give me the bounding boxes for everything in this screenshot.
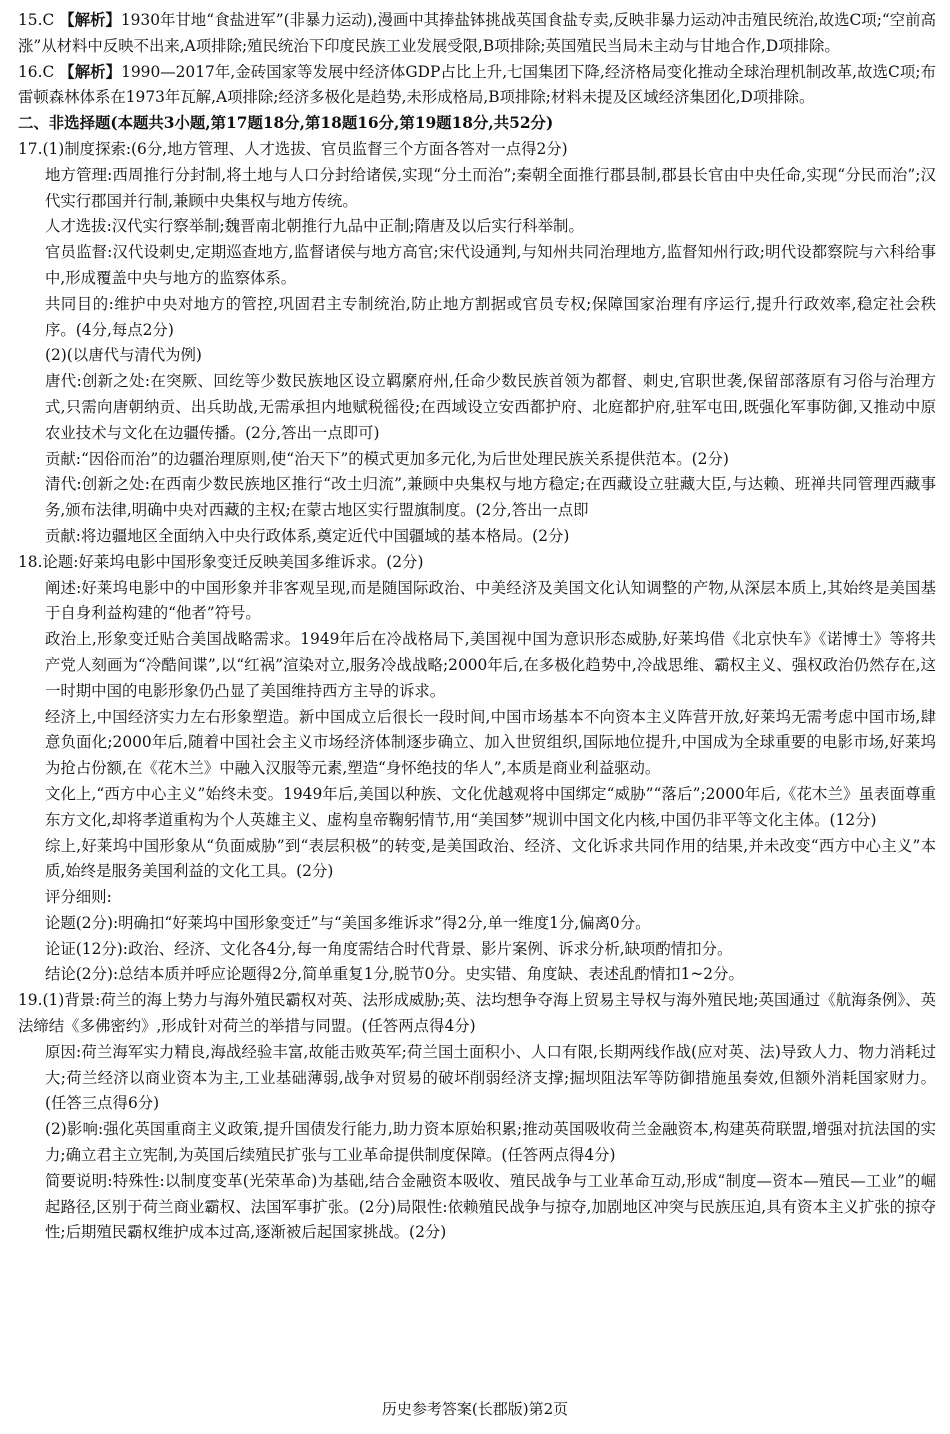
paragraph: 论题(2分):明确扣“好莱坞中国形象变迁”与“美国多维诉求”得2分,单一维度1分,偏离0分。 xyxy=(45,913,651,932)
question-15 xyxy=(18,8,936,60)
paragraph: (1)背景:荷兰的海上势力与海外殖民霸权对英、法形成威胁;英、法均想争夺海上贸易主导权与海外殖民地;英国通过《航海条例》、英法缔结《多佛密约》,形成针对荷兰的举措与同盟。(任答两点得4分) xyxy=(18,991,936,1036)
paragraph: 结论(2分):总结本质并呼应论题得2分,简单重复1分,脱节0分。史实错、角度缺、表述乱酌情扣1~2分。 xyxy=(45,965,744,984)
paragraph: 唐代:创新之处:在突厥、回纥等少数民族地区设立羁縻府州,任命少数民族首领为都督、刺史,官职世袭,保留部落原有习俗与治理方式,只需向唐朝纳贡、出兵助战,无需承担内地赋税徭役;在西域设立安西都护府、北庭都护府,驻军屯田,既强化军事防御,又推动中原农业技术与文化在边疆传播。(2分,答出一点即可) xyxy=(45,372,936,442)
paragraph: 原因:荷兰海军实力精良,海战经验丰富,故能击败英军;荷兰国土面积小、人口有限,长期两线作战(应对英、法)导致人力、物力消耗过大;荷兰经济以商业资本为主,工业基础薄弱,战争对贸易的破坏削弱经济支撑;掘坝阻法军等防御措施虽奏效,但额外消耗国家财力。(任答三点得6分) xyxy=(45,1042,936,1113)
paragraph: 贡献:“因俗而治”的边疆治理原则,使“治天下”的模式更加多元化,为后世处理民族关系提供范本。(2分) xyxy=(45,449,729,468)
question-number: 17. xyxy=(18,139,43,158)
question-19 xyxy=(18,988,936,1040)
paragraph: 评分细则: xyxy=(45,888,112,907)
question-number: 18. xyxy=(18,552,43,571)
paragraph: 文化上,“西方中心主义”始终未变。1949年后,美国以种族、文化优越观将中国绑定“威胁”“落后”;2000年后,《花木兰》虽表面尊重东方文化,却将孝道重构为个人英雄主义、虚构皇帝鞠躬情节,用“美国梦”规训中国文化内核,中国仍非平等文化主体。(12分) xyxy=(45,784,936,829)
paragraph: 经济上,中国经济实力左右形象塑造。新中国成立后很长一段时间,中国市场基本不向资本主义阵营开放,好莱坞无需考虑中国市场,肆意负面化;2000年后,随着中国社会主义市场经济体制逐步确立、加入世贸组织,国际地位提升,中国成为全球重要的电影市场,好莱坞为抢占份额,在《花木兰》中融入汉服等元素,塑造“身怀绝技的华人”,本质是商业利益驱动。 xyxy=(45,707,936,778)
paragraph: 简要说明:特殊性:以制度变革(光荣革命)为基础,结合金融资本吸收、殖民战争与工业革命互动,形成“制度—资本—殖民—工业”的崛起路径,区别于荷兰商业霸权、法国军事扩张。(2分)局限性:依赖殖民战争与掠夺,加剧地区冲突与民族压迫,具有资本主义扩张的掠夺性;后期殖民霸权维护成本过高,逐渐被后起国家挑战。(2分) xyxy=(45,1171,936,1242)
question-17 xyxy=(18,137,936,163)
question-number: 15.C xyxy=(18,11,55,29)
question-number: 19. xyxy=(18,991,43,1010)
paragraph: 论证(12分):政治、经济、文化各4分,每一角度需结合时代背景、影片案例、诉求分析,缺项酌情扣分。 xyxy=(45,939,733,958)
paragraph: 阐述:好莱坞电影中的中国形象并非客观呈现,而是随国际政治、中美经济及美国文化认知调整的产物,从深层本质上,其始终是美国基于自身利益构建的“他者”符号。 xyxy=(45,578,936,623)
paragraph: 共同目的:维护中央对地方的管控,巩固君主专制统治,防止地方割据或官员专权;保障国家治理有序运行,提升行政效率,稳定社会秩序。(4分,每点2分) xyxy=(45,294,936,339)
paragraph: (2)(以唐代与清代为例) xyxy=(45,346,202,365)
question-number: 16.C xyxy=(18,62,55,81)
paragraph: (2)影响:强化英国重商主义政策,提升国债发行能力,助力资本原始积累;推动英国吸收荷兰金融资本,构建英荷联盟,增强对抗法国的实力;确立君主立宪制,为英国后续殖民扩张与工业革命提供制度保障。(任答两点得4分) xyxy=(45,1120,936,1165)
paragraph: 综上,好莱坞中国形象从“负面威胁”到“表层积极”的转变,是美国政治、经济、文化诉求共同作用的结果,并未改变“西方中心主义”本质,始终是服务美国利益的文化工具。(2分) xyxy=(45,836,936,881)
paragraph: 官员监督:汉代设刺史,定期巡查地方,监督诸侯与地方高官;宋代设通判,与知州共同治理地方,监督知州行政;明代设都察院与六科给事中,形成覆盖中央与地方的监察体系。 xyxy=(45,243,936,287)
analysis-tag: 【解析】 xyxy=(59,62,122,81)
paragraph: 地方管理:西周推行分封制,将土地与人口分封给诸侯,实现“分土而治”;秦朝全面推行郡县制,郡县长官由中央任命,实现“分民而治”;汉代实行郡国并行制,兼顾中央集权与地方传统。 xyxy=(45,165,936,210)
paragraph: 政治上,形象变迁贴合美国战略需求。1949年后在冷战格局下,美国视中国为意识形态威胁,好莱坞借《北京快车》《诺博士》等将共产党人刻画为“冷酷间谍”,以“红祸”渲染对立,服务冷战战略;2000年后,在多极化趋势中,冷战思维、霸权主义、强权政治仍然存在,这一时期中国的电影形象仍凸显了美国维持西方主导的诉求。 xyxy=(45,630,936,700)
page-footer: 历史参考答案(长郡版)第2页 xyxy=(381,1400,569,1418)
paragraph: 人才选拔:汉代实行察举制;魏晋南北朝推行九品中正制;隋唐及以后实行科举制。 xyxy=(45,217,584,236)
paragraph: (1)制度探索:(6分,地方管理、人才选拔、官员监督三个方面各答对一点得2分) xyxy=(42,139,568,158)
question-18 xyxy=(18,550,936,576)
section-heading: 二、非选择题(本题共3小题,第17题18分,第18题16分,第19题18分,共52分) xyxy=(18,114,554,133)
question-16 xyxy=(18,60,936,112)
paragraph: 贡献:将边疆地区全面纳入中央行政体系,奠定近代中国疆域的基本格局。(2分) xyxy=(45,526,570,545)
analysis-tag: 【解析】 xyxy=(59,11,121,29)
paragraph: 清代:创新之处:在西南少数民族地区推行“改土归流”,兼顾中央集权与地方稳定;在西藏设立驻藏大臣,与达赖、班禅共同管理西藏事务,颁布法律,明确中央对西藏的主权;在蒙古地区实行盟旗制度。(2分,答出一点即 xyxy=(45,475,936,520)
paragraph: 论题:好莱坞电影中国形象变迁反映美国多维诉求。(2分) xyxy=(42,552,424,571)
analysis-text: 1990—2017年,金砖国家等发展中经济体GDP占比上升,七国集团下降,经济格局变化推动全球治理机制改革,故选C项;布雷顿森林体系在1973年瓦解,A项排除;经济多极化是趋势,未形成格局,B项排除;材料未提及区域经济集团化,D项排除。 xyxy=(18,62,936,107)
answer-page xyxy=(18,8,936,1246)
analysis-text: 1930年甘地“食盐进军”(非暴力运动),漫画中其捧盐钵挑战英国食盐专卖,反映非暴力运动冲击殖民统治,故选C项;“空前高涨”从材料中反映不出来,A项排除;殖民统治下印度民族工业发展受限,B项排除;英国殖民当局未主动与甘地合作,D项排除。 xyxy=(18,11,936,55)
